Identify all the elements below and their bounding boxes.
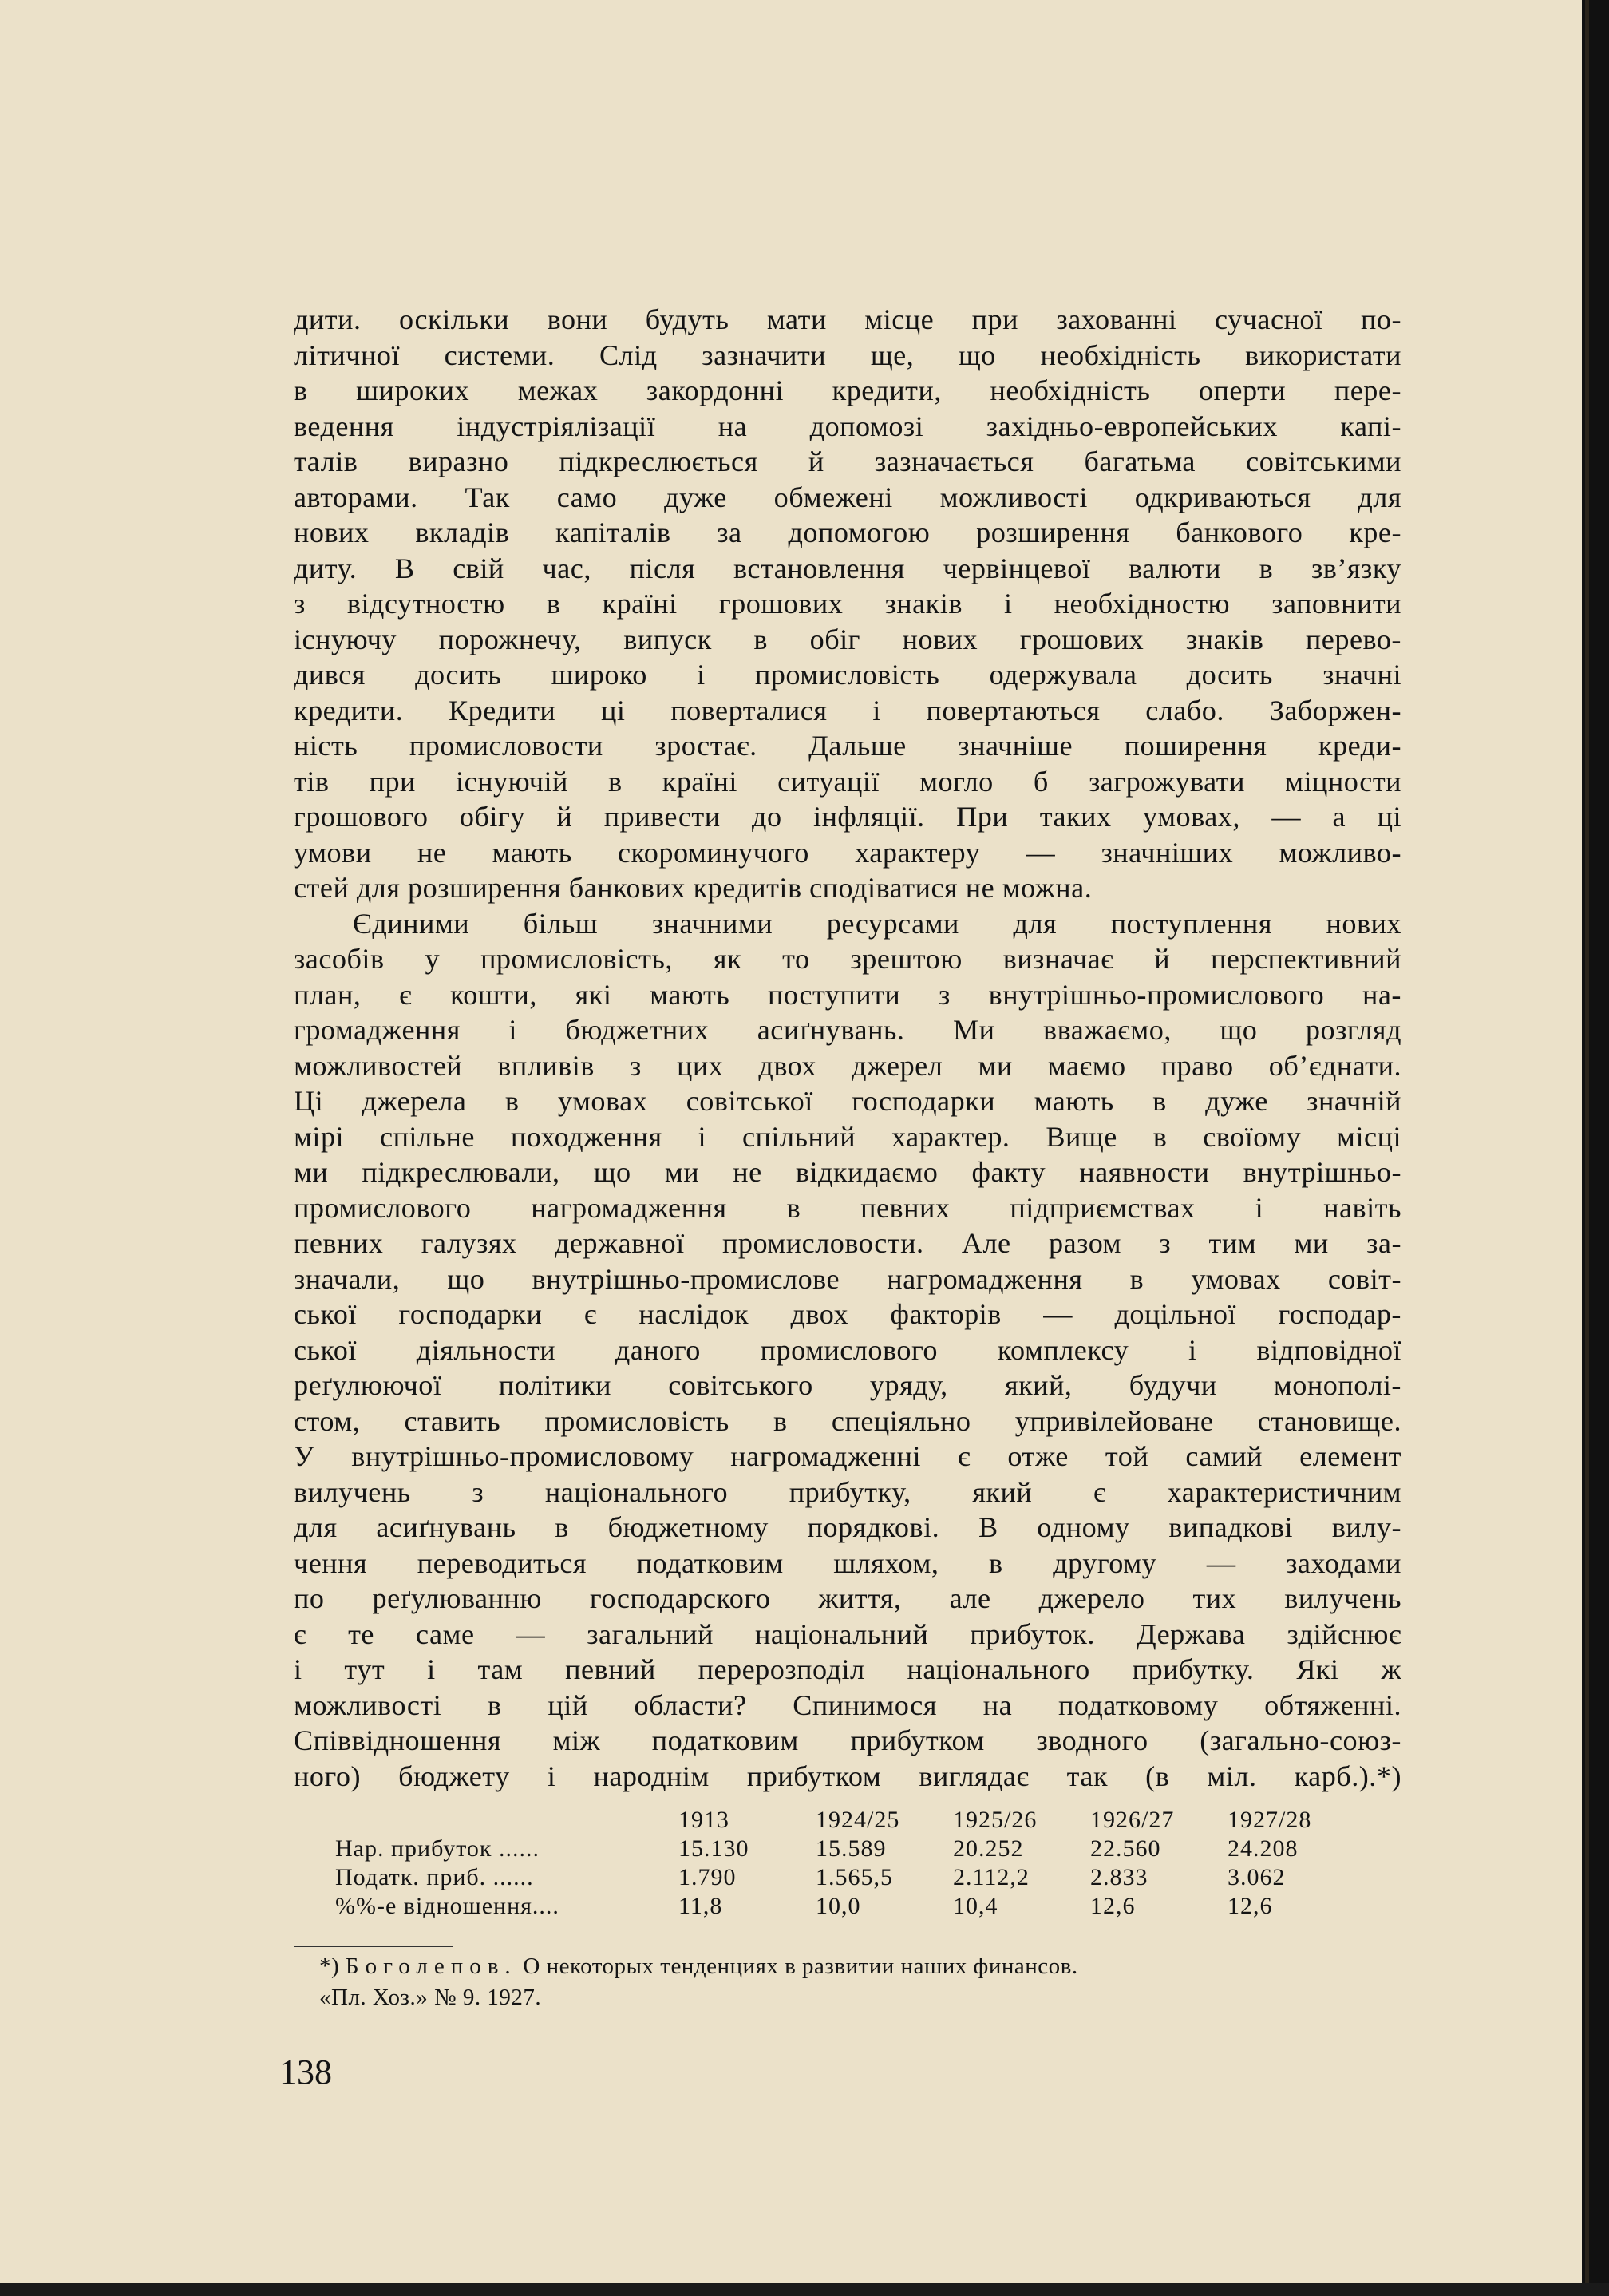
table-row [335,1863,1365,1892]
footnote-marker: *) [319,1954,340,1979]
paragraph-1 [294,302,1401,906]
paragraph-2 [294,906,1401,1795]
table-corner [335,1806,678,1835]
table-cell: 12,6 [1228,1893,1273,1919]
table-cell: 20.252 [953,1835,1024,1862]
text-line: Єдиними більш значними ресурсами для поступлення нових [353,907,1401,940]
text-line: вилучень з національного прибутку, який є характеристичним [294,1475,1401,1508]
text-line: ської господарки є наслідок двох факторів — доцільної господар- [294,1298,1401,1330]
table-row [335,1835,1365,1863]
text-line: ми підкреслювали, що ми не відкидаємо факту наявности внутрішньо- [294,1156,1401,1188]
text-line: диту. В свій час, після встановлення червінцевої валюти в зв’язку [294,552,1401,584]
table-cell: 24.208 [1228,1835,1299,1862]
text-line: ської діяльности даного промислового комплексу і відповідної [294,1333,1401,1366]
text-line: і тут і там певний перерозподіл національного прибутку. Які ж [294,1653,1401,1685]
text-line: певних галузях державної промисловости. Але разом з тим ми за- [294,1227,1401,1259]
footnote-title: О некоторых тенденциях в развитии наших финансов. [523,1954,1078,1979]
body-text [294,302,1401,1794]
table-cell: 1.790 [678,1864,737,1890]
table-header-row [335,1806,1365,1835]
page-bottom-shadow [0,2283,1609,2296]
table-year: 1926/27 [1090,1807,1175,1833]
text-line: літичної системи. Слід зазначити ще, що необхідність використати [294,338,1401,371]
text-line: план, є кошти, які мають поступити з внутрішньо-промислового на- [294,978,1401,1011]
text-line: значали, що внутрішньо-промислове нагромадження в умовах совіт- [294,1262,1401,1295]
footnote-author: Боголепов. [345,1954,517,1979]
table-cell: 15.130 [678,1835,749,1862]
text-line: авторами. Так само дуже обмежені можливості одкриваються для [294,481,1401,513]
text-line: У внутрішньо-промисловому нагромадженні є отже той самий елемент [294,1440,1401,1472]
footnote-source: «Пл. Хоз.» № 9. 1927. [319,1985,542,2010]
text-line: тів при існуючій в країні ситуації могло б загрожувати міцности [294,765,1401,798]
table-year: 1927/28 [1228,1807,1312,1833]
text-line: громадження і бюджетних асиґнувань. Ми вважаємо, що розгляд [294,1014,1401,1046]
row-label: Нар. прибуток ...... [335,1835,540,1862]
text-line: нових вкладів капіталів за допомогою розширення банкового кре- [294,517,1401,548]
table-cell: 11,8 [678,1893,723,1919]
table-cell: 2.833 [1090,1864,1148,1890]
table-cell: 22.560 [1090,1835,1161,1862]
text-line: по реґулюванню господарского життя, але джерело тих вилучень [294,1582,1401,1614]
text-line: Співвідношення між податковим прибутком зводного (загально-союз- [294,1724,1401,1756]
text-line: талів виразно підкреслюється й зазначається багатьма совітськими [294,445,1401,477]
income-table [335,1806,1365,1921]
row-label: Податк. приб. ...... [335,1864,534,1890]
text-line: існуючу порожнечу, випуск в обіг нових грошових знаків перево- [294,623,1401,655]
text-line: ведення індустріялізації на допомозі західньо-европейських капі- [294,410,1401,442]
table-cell: 15.589 [816,1835,887,1862]
footnote-divider [294,1946,453,1947]
text-line: кредити. Кредити ці поверталися і повертаються слабо. Заборжен- [294,694,1401,726]
table-cell: 12,6 [1090,1893,1136,1919]
text-line: дився досить широко і промисловість одержувала досить значні [294,659,1401,691]
table-cell: 1.565,5 [816,1864,893,1890]
text-line: мірі спільне походження і спільний характер. Вище в своїому місці [294,1120,1401,1153]
page-number: 138 [279,2053,332,2092]
table-cell: 10,0 [816,1893,861,1919]
text-line: для асиґнувань в бюджетному порядкові. В одному випадкові вилу- [294,1511,1401,1543]
footnote-line-1 [319,1951,1397,1982]
table-year: 1925/26 [953,1807,1038,1833]
table-cell: 3.062 [1228,1864,1286,1890]
text-line: чення переводиться податковим шляхом, в другому — заходами [294,1546,1401,1579]
table-cell: 2.112,2 [953,1864,1030,1890]
table-year: 1924/25 [816,1807,900,1833]
text-line: стом, ставить промисловість в спеціяльно упривілейоване становище. [294,1404,1401,1437]
text-line: Ці джерела в умовах совітської господарки мають в дуже значній [294,1085,1401,1117]
text-line: грошового обігу й привести до інфляції. При таких умовах, — а ці [294,801,1401,833]
text-line: промислового нагромадження в певних підприємствах і навіть [294,1191,1401,1224]
text-line: в широких межах закордонні кредити, необхідність оперти пере- [294,374,1401,406]
table-year: 1913 [678,1807,729,1833]
text-line: можливості в цій области? Спинимося на податковому обтяженні. [294,1688,1401,1721]
text-line: дити. оскільки вони будуть мати місце при захованні сучасної по- [294,303,1401,335]
text-line: засобів у промисловість, як то зрештою визначає й перспективний [294,943,1401,975]
text-line: з відсутностю в країні грошових знаків і необхідностю заповнити [294,588,1401,620]
text-line: умови не мають скороминучого характеру — значніших можливо- [294,836,1401,869]
text-line: ність промисловости зростає. Дальше значніше поширення креди- [294,730,1401,762]
text-line: реґулюючої політики совітського уряду, який, будучи монополі- [294,1369,1401,1401]
text-line: є те саме — загальний національний прибуток. Держава здійснює [294,1617,1401,1650]
footnote [319,1951,1397,2013]
page-edge-line [1585,0,1589,2296]
text-line: ного) бюджету і народнім прибутком виглядає так (в міл. карб.).*) [294,1760,1401,1792]
row-label: %%-е відношення.... [335,1893,559,1919]
table-cell: 10,4 [953,1893,998,1919]
text-line: можливостей впливів з цих двох джерел ми маємо право об’єднати. [294,1049,1401,1082]
table-row [335,1892,1365,1921]
text-line: стей для розширення банкових кредитів сподіватися не можна. [294,872,1093,904]
